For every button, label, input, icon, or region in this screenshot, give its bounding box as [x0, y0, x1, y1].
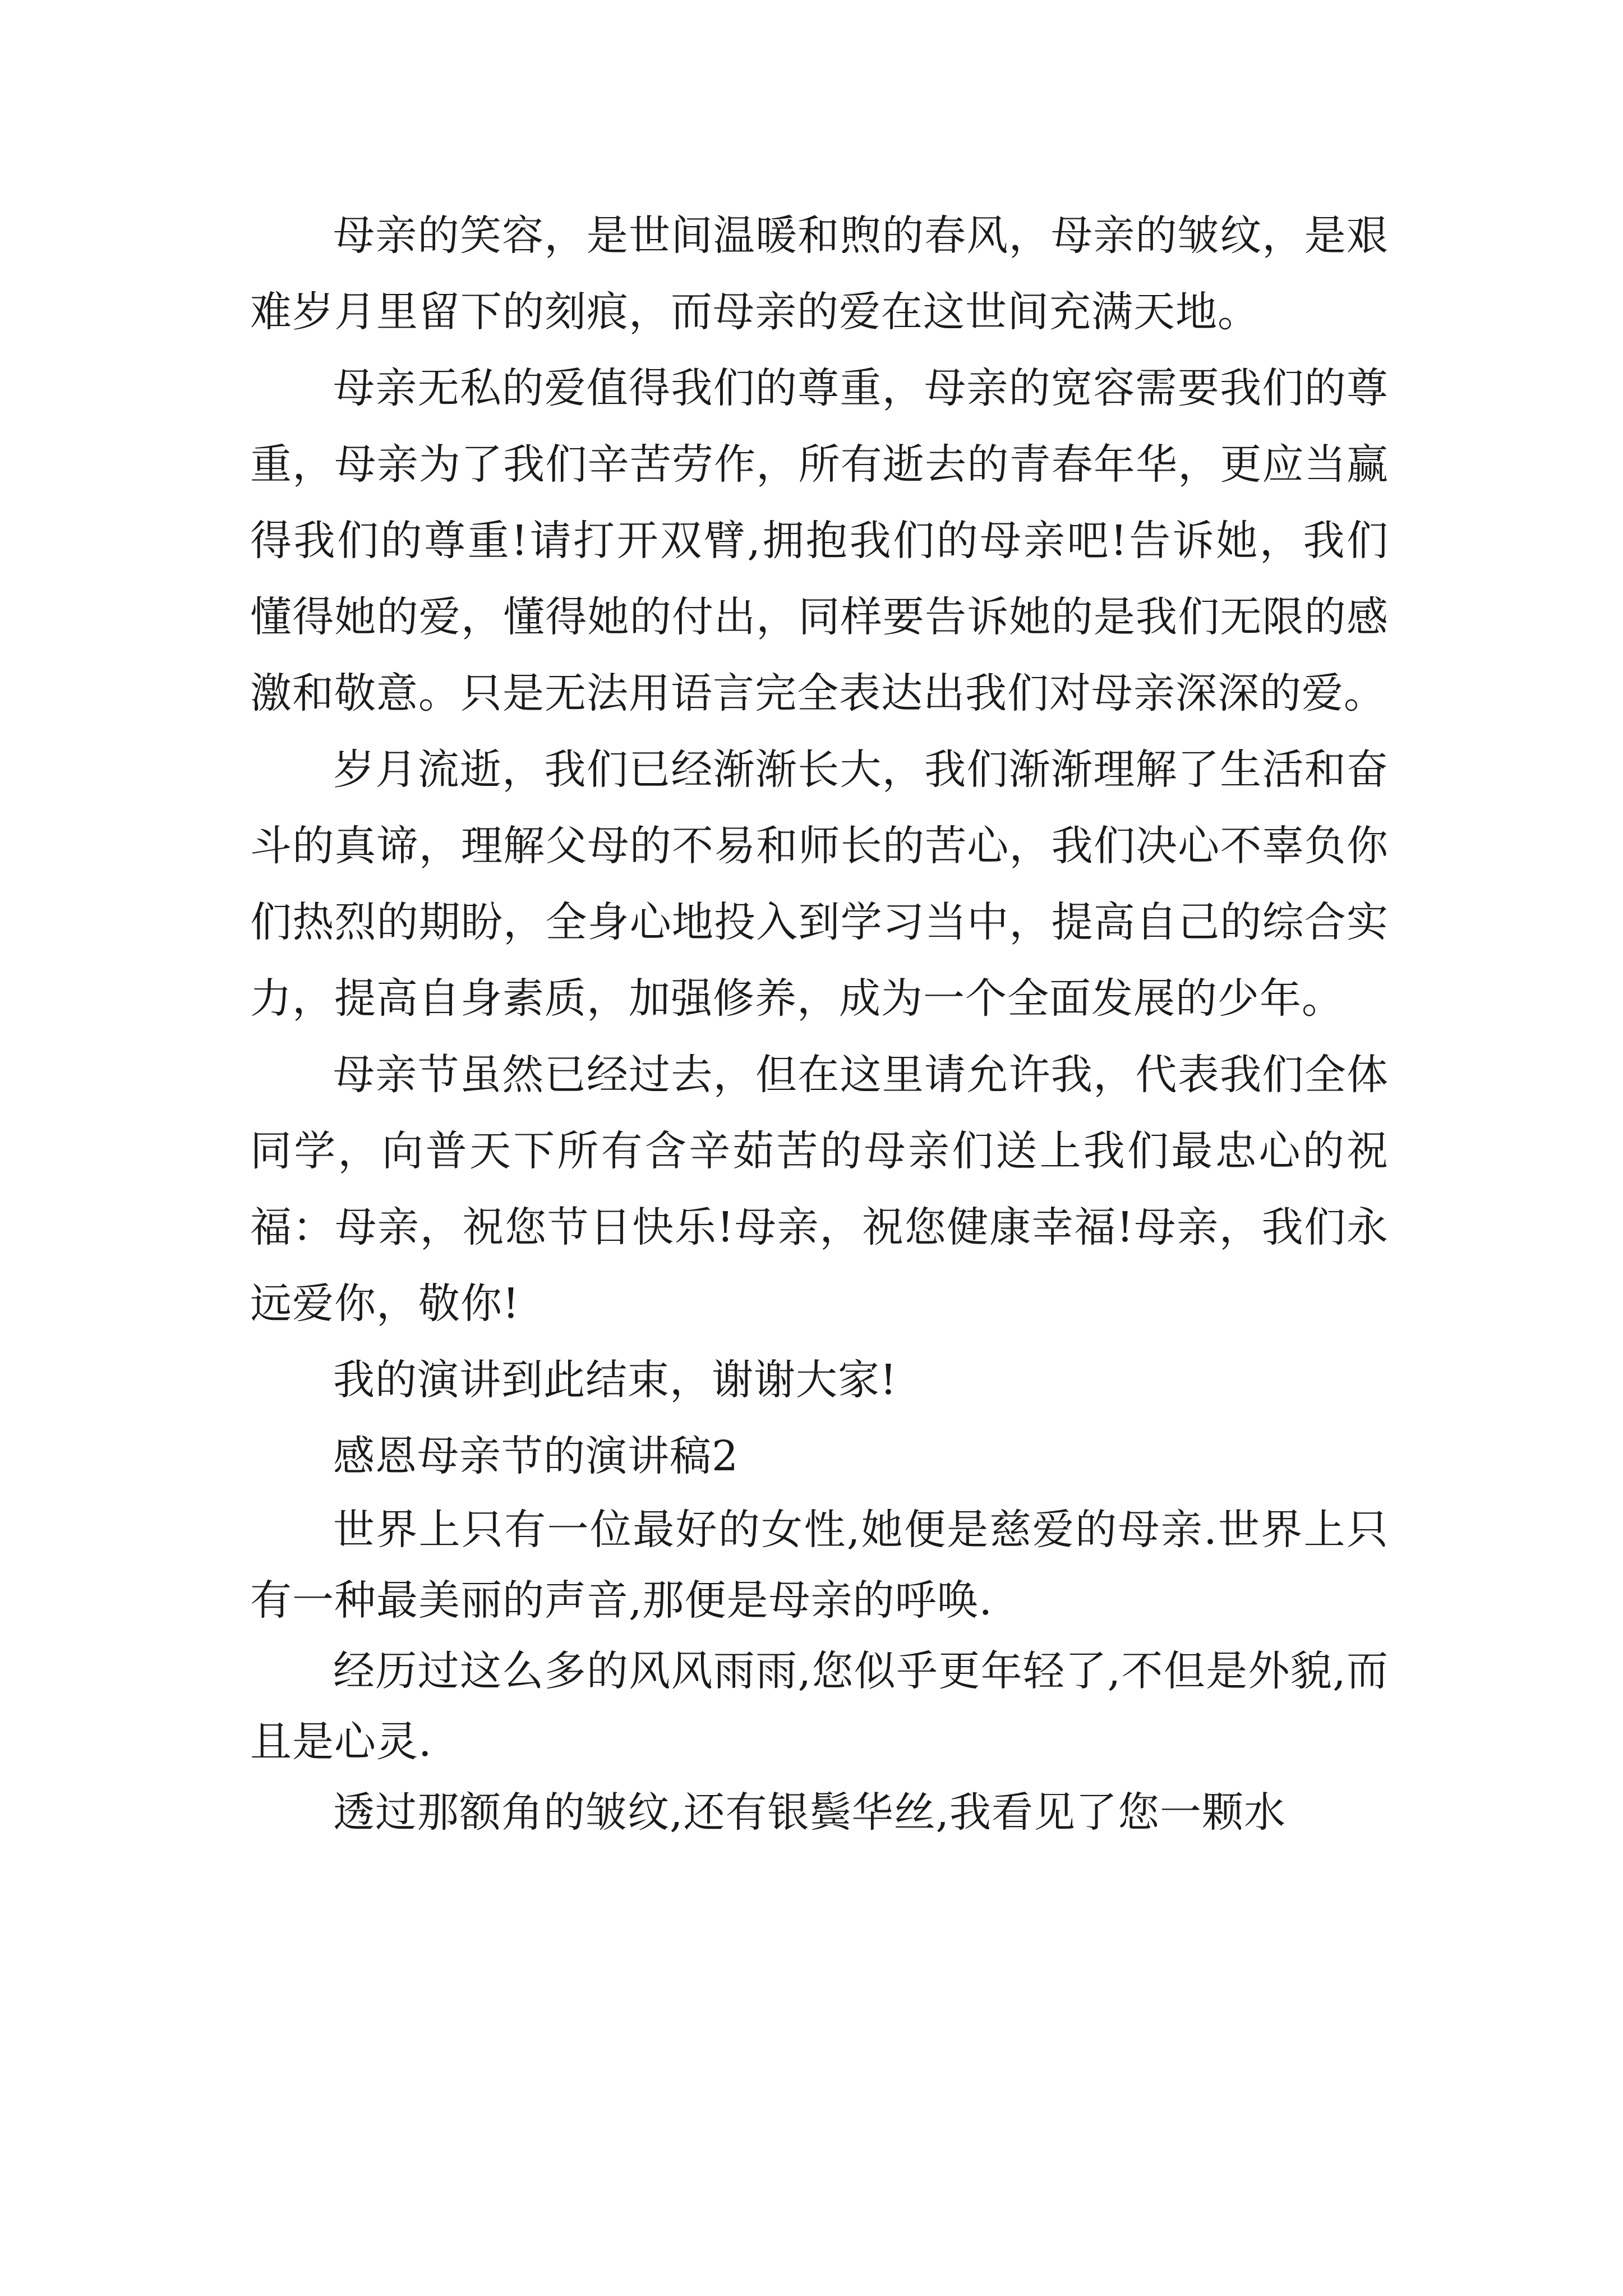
paragraph: 我的演讲到此结束，谢谢大家! — [333, 1356, 897, 1404]
paragraph: 透过那额角的皱纹,还有银鬓华丝,我看见了您一颗水 — [333, 1788, 1287, 1837]
document-body — [250, 197, 1389, 1848]
paragraph: 母亲的笑容，是世间温暖和煦的春风，母亲的皱纹，是艰难岁月里留下的刻痕，而母亲的爱在这世间充满天地。 — [250, 211, 1389, 336]
section-heading: 感恩母亲节的演讲稿2 — [333, 1432, 739, 1480]
paragraph: 母亲节虽然已经过去，但在这里请允许我，代表我们全体同学，向普天下所有含辛茹苦的母亲们送上我们最忠心的祝福：母亲，祝您节日快乐!母亲，祝您健康幸福!母亲，我们永远爱你，敬你! — [250, 1051, 1389, 1328]
paragraph: 世界上只有一位最好的女性,她便是慈爱的母亲.世界上只有一种最美丽的声音,那便是母亲的呼唤. — [250, 1506, 1389, 1625]
paragraph: 岁月流逝，我们已经渐渐长大，我们渐渐理解了生活和奋斗的真谛，理解父母的不易和师长的苦心，我们决心不辜负你们热烈的期盼，全身心地投入到学习当中，提高自己的综合实力，提高自身素质，加强修养，成为一个全面发展的少年。 — [250, 746, 1389, 1023]
paragraph: 经历过这么多的风风雨雨,您似乎更年轻了,不但是外貌,而且是心灵. — [250, 1647, 1389, 1766]
paragraph: 母亲无私的爱值得我们的尊重，母亲的宽容需要我们的尊重，母亲为了我们辛苦劳作，所有逝去的青春年华，更应当赢得我们的尊重!请打开双臂,拥抱我们的母亲吧!告诉她，我们懂得她的爱，懂得她的付出，同样要告诉她的是我们无限的感激和敬意。只是无法用语言完全表达出我们对母亲深深的爱。 — [250, 364, 1389, 717]
